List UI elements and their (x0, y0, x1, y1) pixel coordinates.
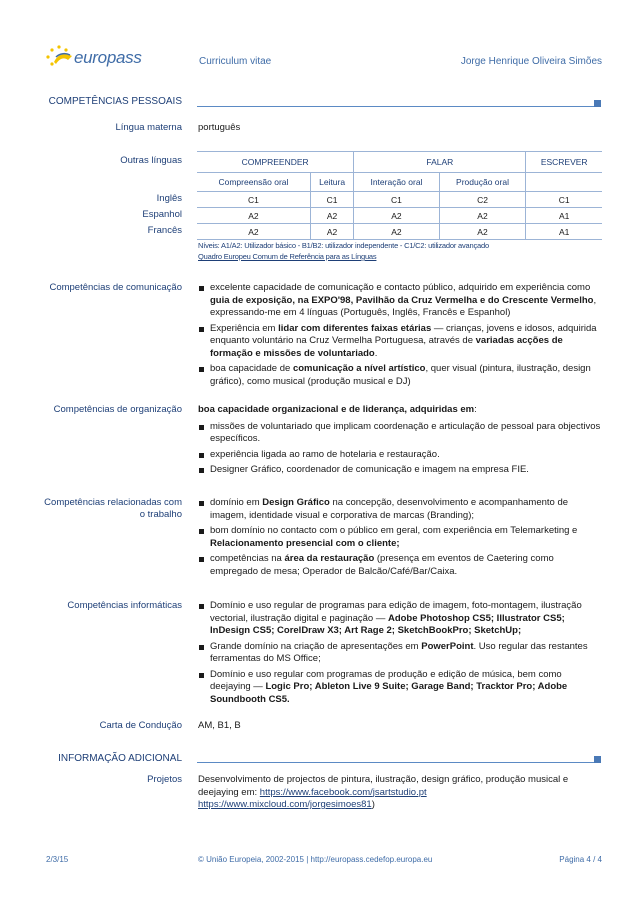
subhead-listening: Compreensão oral (197, 173, 310, 192)
group-speak: FALAR (354, 152, 526, 173)
projects-content: Desenvolvimento de projectos de pintura, ilustração, design gráfico, produção musical e deejaying em: https://www.facebook.com/jsartstudio.pt https://www.mixcloud.com/jorgesimoes81) (198, 774, 569, 810)
europass-logo (42, 44, 152, 70)
communication-label: Competências de comunicação (49, 282, 182, 293)
mother-tongue-value: português (198, 122, 241, 133)
section-rule-square (594, 100, 601, 107)
section-rule (197, 762, 595, 763)
computer-skills-content (198, 600, 603, 709)
footer-page-number: Página 4 / 4 (559, 855, 602, 864)
level-cell: A2 (310, 208, 353, 224)
job-skills-content (198, 497, 603, 581)
level-cell: C1 (197, 192, 310, 208)
list-item: Experiência em lidar com diferentes faixas etárias — crianças, jovens e idosos, adquirida enquanto voluntário na Cruz Vermelha Portuguesa, através de variadas acções de formação e missões de voluntariado. (198, 323, 603, 361)
mixcloud-link[interactable]: https://www.mixcloud.com/jorgesimoes81 (198, 799, 372, 810)
list-item: domínio em Design Gráfico na concepção, desenvolvimento e acompanhamento de imagem, identidade visual e corporativa de marcas (Branding); (198, 497, 603, 522)
cefr-link[interactable]: Quadro Europeu Comum de Referência para as Línguas (198, 252, 377, 261)
level-cell: A2 (354, 224, 439, 240)
section-additional-info: INFORMAÇÃO ADICIONAL (58, 753, 182, 764)
languages-table (197, 151, 602, 240)
subhead-reading: Leitura (310, 173, 353, 192)
driving-licence-value: AM, B1, B (198, 720, 241, 731)
subhead-interaction: Interação oral (354, 173, 439, 192)
organisation-intro: boa capacidade organizacional e de liderança, adquiridas em: (198, 404, 477, 415)
section-rule (197, 106, 595, 107)
language-row (197, 192, 602, 208)
section-personal-skills: COMPETÊNCIAS PESSOAIS (48, 96, 182, 107)
facebook-link[interactable]: https://www.facebook.com/jsartstudio.pt (259, 786, 427, 798)
group-understand: COMPREENDER (197, 152, 354, 173)
list-item: missões de voluntariado que implicam coordenação e articulação de pessoal para objectivos específicos. (198, 421, 603, 446)
level-cell: A2 (354, 208, 439, 224)
organisation-label: Competências de organização (53, 404, 182, 415)
list-item: Domínio e uso regular de programas para edição de imagem, foto-montagem, ilustração vectorial, ilustração digital e paginação — Adobe Photoshop CS5; Illustrator CS5; InDesign CS5; CorelDraw X3; Art Rage 2; SketchBookPro; SketchUp; (198, 600, 603, 638)
job-skills-label: Competências relacionadas com o trabalho (44, 497, 182, 520)
level-cell: A2 (310, 224, 353, 240)
list-item: bom domínio no contacto com o público em geral, com experiência em Telemarketing e Relacionamento presencial com o cliente; (198, 525, 603, 550)
communication-content (198, 282, 603, 391)
europass-stars-icon (42, 44, 76, 70)
mother-tongue-label: Língua materna (115, 122, 182, 133)
subhead-production: Produção oral (439, 173, 526, 192)
level-cell: A2 (439, 224, 526, 240)
level-cell: A2 (197, 224, 310, 240)
driving-licence-label: Carta de Condução (99, 720, 182, 731)
levels-note: Níveis: A1/A2: Utilizador básico - B1/B2: utilizador independente - C1/C2: utilizador avançado (198, 241, 489, 250)
language-name-spanish: Espanhol (142, 209, 182, 220)
level-cell: A2 (439, 208, 526, 224)
organisation-content (198, 404, 603, 480)
computer-skills-label: Competências informáticas (67, 600, 182, 611)
doc-title: Curriculum vitae (199, 56, 272, 67)
list-item: competências na área da restauração (presença em eventos de Caetering como empregado de mesa; Operador de Balcão/Café/Bar/Caixa. (198, 553, 603, 578)
level-cell: A2 (197, 208, 310, 224)
language-name-english: Inglês (156, 193, 182, 204)
level-cell: C1 (310, 192, 353, 208)
list-item: Designer Gráfico, coordenador de comunicação e imagem na empresa FIE. (198, 464, 603, 477)
list-item: experiência ligada ao ramo de hotelaria e restauração. (198, 449, 603, 462)
other-languages-label: Outras línguas (120, 155, 182, 166)
language-name-french: Francês (147, 225, 182, 236)
list-item: boa capacidade de comunicação a nível artístico, quer visual (pintura, ilustração, design gráfico), como musical (produção musical e DJ) (198, 363, 603, 388)
level-cell: A1 (526, 208, 602, 224)
footer-copyright: © União Europeia, 2002-2015 | http://europass.cedefop.europa.eu (198, 855, 433, 864)
list-item: Grande domínio na criação de apresentações em PowerPoint. Uso regular das restantes ferramentas do MS Office; (198, 641, 603, 666)
section-rule-square (594, 756, 601, 763)
logo-text: europass (74, 48, 142, 67)
person-name: Jorge Henrique Oliveira Simões (460, 56, 602, 67)
footer-date: 2/3/15 (46, 855, 69, 864)
group-write: ESCREVER (526, 152, 602, 173)
level-cell: C1 (526, 192, 602, 208)
level-cell: A1 (526, 224, 602, 240)
subhead-writing (526, 173, 602, 192)
level-cell: C2 (439, 192, 526, 208)
list-item: Domínio e uso regular com programas de produção e edição de música, bem como deejaying — Logic Pro; Ableton Live 9 Suite; Garage Band; Tracktor Pro; Adobe Soundbooth CS5. (198, 669, 603, 707)
language-row (197, 224, 602, 240)
projects-label: Projetos (147, 774, 182, 785)
language-row (197, 208, 602, 224)
level-cell: C1 (354, 192, 439, 208)
list-item: excelente capacidade de comunicação e contacto público, adquirido em experiência como guia de exposição, na EXPO'98, Pavilhão da Cruz Vermelha e do Crescente Vermelho, expressando-me em 4 línguas (Português, Inglês, Francês e Espanhol) (198, 282, 603, 320)
